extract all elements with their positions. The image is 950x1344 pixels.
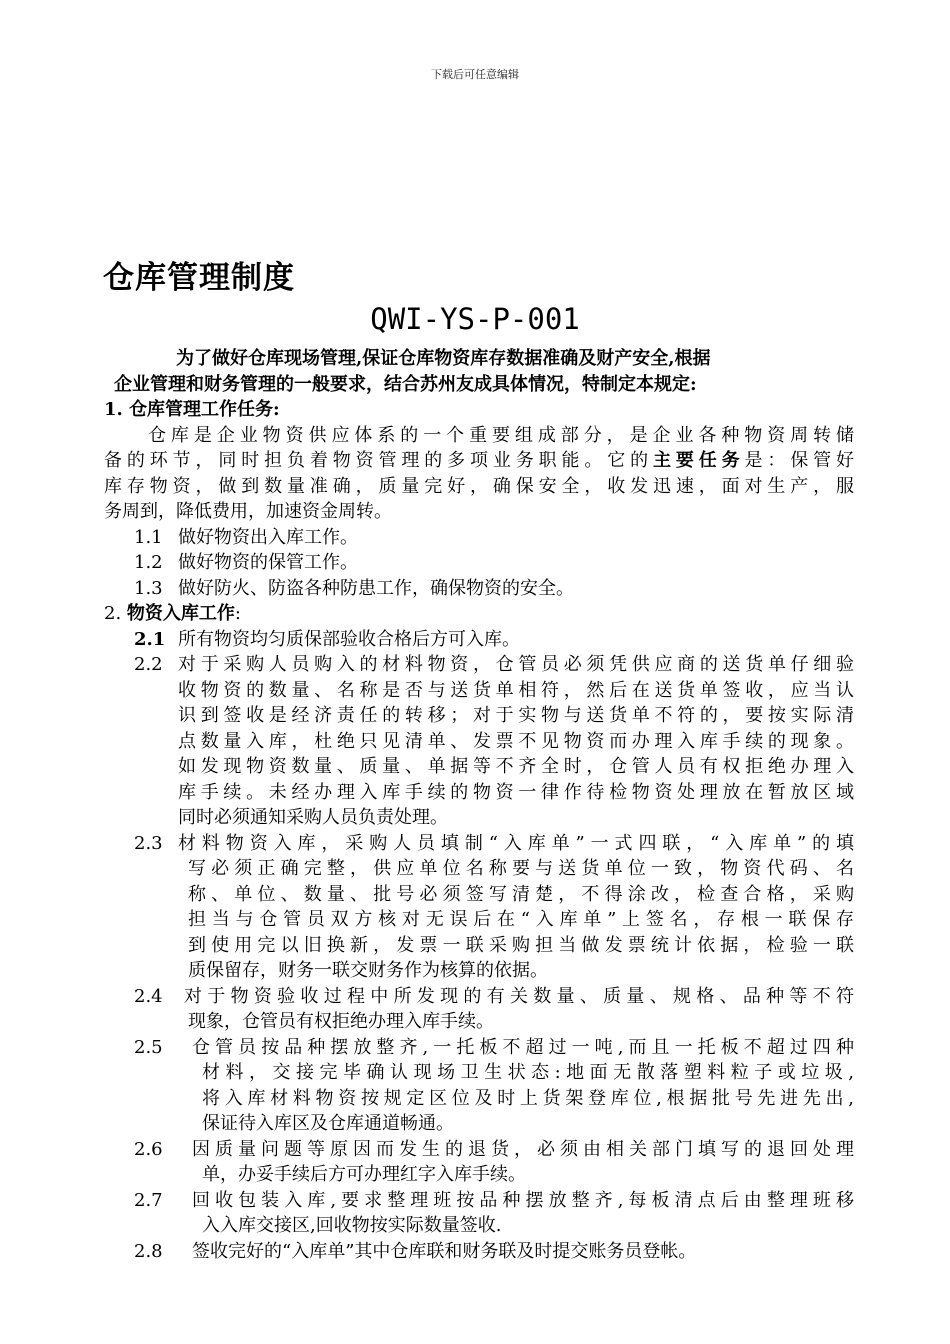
item-text: 单，办妥手续后方可办理红字入库手续。 xyxy=(202,1164,526,1185)
section-2-heading xyxy=(104,601,854,627)
intro-line-2: 企业管理和财务管理的一般要求，结合苏州友成具体情况，特制定本规定: xyxy=(114,373,697,395)
item-text: 对于物资验收过程中所发现的有关数量、质量、规格、品种等不符 xyxy=(184,985,854,1007)
list-item xyxy=(104,652,854,831)
list-item xyxy=(104,1035,854,1137)
item-text: 对于采购人员购入的材料物资，仓管员必须凭供应商的送货单仔细验 xyxy=(178,654,854,675)
item-text: 入入库交接区,回收物按实际数量签收. xyxy=(202,1215,502,1236)
list-item xyxy=(104,831,854,984)
list-item xyxy=(104,627,854,653)
section-1-para-line: 库存物资，做到数量准确，质量完好，确保安全，收发迅速，面对生产，服 xyxy=(104,475,854,497)
item-number: 2.5 xyxy=(134,1036,163,1058)
item-number: 1.2 xyxy=(134,552,163,573)
item-number: 2.7 xyxy=(134,1189,163,1211)
intro-line-1: 为了做好仓库现场管理,保证仓库物资库存数据准确及财产安全,根据 xyxy=(176,348,711,369)
item-number: 2.2 xyxy=(134,654,163,675)
section-2-title: 物资入库工作 xyxy=(126,603,235,624)
item-text: 仓管员按品种摆放整齐,一托板不超过一吨,而且一托板不超过四种 xyxy=(192,1036,854,1058)
item-text: 回收包装入库,要求整理班按品种摆放整齐,每板清点后由整理班移 xyxy=(192,1189,854,1211)
item-number: 2.6 xyxy=(134,1138,163,1160)
item-text: 因质量问题等原因而发生的退货，必须由相关部门填写的退回处理 xyxy=(192,1138,854,1160)
header-note: 下载后可任意编辑 xyxy=(431,68,519,81)
para-bold-text: 主要任务 xyxy=(653,450,745,471)
section-1-para-line: 仓库是企业物资供应体系的一个重要组成部分，是企业各种物资周转储 xyxy=(148,424,854,446)
item-text: 写必须正确完整，供应单位名称要与送货单位一致，物资代码、名 xyxy=(188,858,854,879)
section-2-colon: : xyxy=(234,603,241,624)
list-item xyxy=(104,1239,854,1265)
item-text: 保证待入库区及仓库通道畅通。 xyxy=(202,1113,454,1134)
section-1-para-line: 务周到，降低费用，加速资金周转。 xyxy=(104,501,392,522)
section-2-number: 2. xyxy=(104,603,122,624)
item-text: 做好物资的保管工作。 xyxy=(178,552,358,573)
section-1-heading: 1. 仓库管理工作任务: xyxy=(104,399,280,420)
item-text: 签收完好的“入库单”其中仓库联和财务联及时提交账务员登帐。 xyxy=(192,1240,697,1262)
item-text: 做好防火、防盗各种防患工作，确保物资的安全。 xyxy=(178,577,574,599)
item-text: 称、单位、数量、批号必须签写清楚，不得涂改，检查合格，采购 xyxy=(188,883,854,905)
item-number: 2.4 xyxy=(134,985,163,1007)
item-text: 将入库材料物资按规定区位及时上货架登库位,根据批号先进先出, xyxy=(202,1087,854,1109)
item-text: 担当与仓管员双方核对无误后在“入库单”上签名，存根一联保存 xyxy=(188,909,854,930)
section-1-para-line xyxy=(104,448,854,474)
item-text: 收物资的数量、名称是否与送货单相符，然后在送货单签收，应当认 xyxy=(178,679,854,701)
document-code: QWI-YS-P-001 xyxy=(370,302,580,336)
list-item xyxy=(104,525,854,551)
item-number: 2.3 xyxy=(134,832,163,854)
list-item xyxy=(104,550,854,576)
item-text: 现象，仓管员有权拒绝办理入库手续。 xyxy=(188,1011,494,1032)
item-text: 材料，交接完毕确认现场卫生状态:地面无散落塑料粒子或垃圾, xyxy=(202,1062,854,1083)
list-item xyxy=(104,1137,854,1188)
item-text: 做好物资出入库工作。 xyxy=(178,526,358,548)
item-text: 材料物资入库，采购人员填制“入库单”一式四联，“入库单”的填 xyxy=(178,832,854,854)
para-text: 是：保管好 xyxy=(744,450,854,471)
para-text: 备的环节，同时担负着物资管理的多项业务职能。它的 xyxy=(104,450,653,471)
document-title: 仓库管理制度 xyxy=(103,260,295,296)
item-text: 如发现物资数量、质量、单据等不齐全时，仓管人员有权拒绝办理入 xyxy=(178,756,854,777)
list-item xyxy=(104,1188,854,1239)
item-number: 2.1 xyxy=(134,628,166,650)
item-text: 点数量入库，杜绝只见清单、发票不见物资而办理入库手续的现象。 xyxy=(178,730,854,752)
list-item xyxy=(104,984,854,1035)
document-body xyxy=(104,346,854,1264)
item-text: 识到签收是经济责任的转移；对于实物与送货单不符的，要按实际清 xyxy=(178,705,854,726)
item-text: 所有物资均匀质保部验收合格后方可入库。 xyxy=(178,628,520,650)
item-number: 1.1 xyxy=(134,526,163,548)
list-item xyxy=(104,576,854,602)
item-number: 2.8 xyxy=(134,1240,163,1262)
item-text: 同时必须通知采购人员负责处理。 xyxy=(178,807,448,828)
item-text: 质保留存，财务一联交财务作为核算的依据。 xyxy=(188,960,548,981)
item-number: 1.3 xyxy=(134,577,163,599)
item-text: 到使用完以旧换新，发票一联采购担当做发票统计依据，检验一联 xyxy=(188,934,854,956)
item-text: 库手续。未经办理入库手续的物资一律作待检物资处理放在暂放区域 xyxy=(178,781,854,803)
